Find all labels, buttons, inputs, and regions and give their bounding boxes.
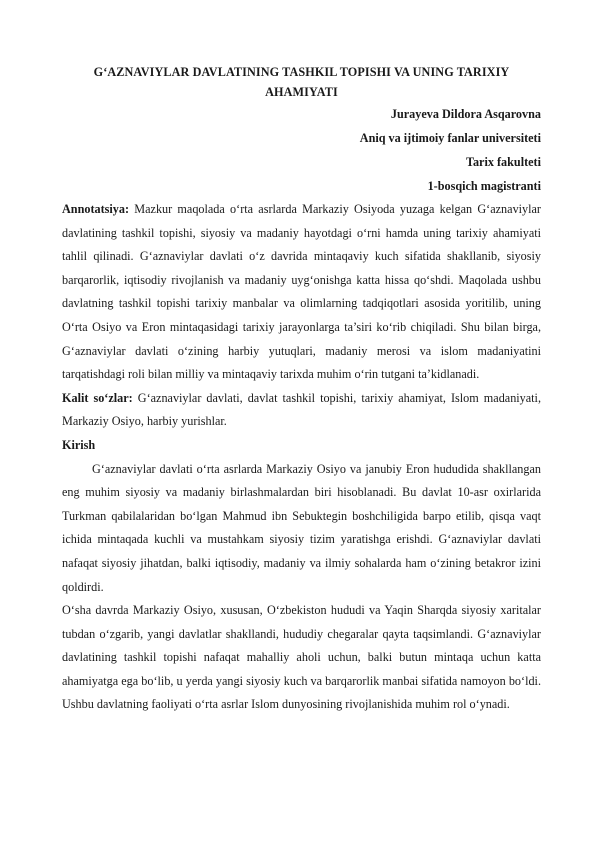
- paper-page: [62, 62, 541, 717]
- author-block: [62, 102, 541, 198]
- annotation-text: Mazkur maqolada o‘rta asrlarda Markaziy Osiyoda yuzaga kelgan G‘aznaviylar davlatining tashkil topishi, siyosiy va madaniy hayotdagi o‘rni hamda uning tarixiy ahamiyati tahlil qilinadi. G‘aznaviylar davlati o‘z davrida mintaqaviy kuch sifatida shakllanib, siyosiy barqarorlik, iqtisodiy rivojlanish va madaniy uyg‘onishga katta hissa qo‘shdi. Maqolada ushbu davlatning tashkil topishi tarixiy manbalar va olimlarning tadqiqotlari asosida yoritilib, uning O‘rta Osiyo va Eron mintaqasidagi tarixiy jarayonlarga ta’siri ko‘rib chiqiladi. Shu bilan birga, G‘aznaviylar davlati o‘zining harbiy yutuqlari, madaniy merosi va islom madaniyatini tarqatishdagi roli bilan milliy va mintaqaviy tarixda muhim o‘rin tutgani ta’kidlanadi.: [62, 202, 541, 382]
- paper-title: G‘AZNAVIYLAR DAVLATINING TASHKIL TOPISHI VA UNING TARIXIY AHAMIYATI: [93, 65, 510, 99]
- author-level: 1-bosqich magistranti: [427, 179, 541, 193]
- annotation-label: Annotatsiya:: [62, 202, 130, 216]
- keywords-text: G‘aznaviylar davlati, davlat tashkil topishi, tarixiy ahamiyat, Islom madaniyati, Markaziy Osiyo, harbiy yurishlar.: [62, 390, 541, 429]
- keywords-label: Kalit so‘zlar:: [62, 390, 133, 405]
- author-university: Aniq va ijtimoiy fanlar universiteti: [359, 131, 541, 145]
- author-name: Jurayeva Dildora Asqarovna: [390, 107, 541, 121]
- keywords-paragraph: [62, 387, 541, 434]
- annotation-paragraph: [62, 198, 541, 387]
- author-faculty: Tarix fakulteti: [465, 155, 541, 169]
- intro-paragraph-1: G‘aznaviylar davlati o‘rta asrlarda Markaziy Osiyo va janubiy Eron hududida shakllangan eng muhim siyosiy va madaniy birlashmalardan biri hisoblanadi. Bu davlat 10-asr oxirlarida Turkman qabilalaridan bo‘lgan Mahmud ibn Sebuktegin boshchiligida barpo etilib, qisqa vaqt ichida mintaqada kuchli va mustahkam siyosiy tizim yaratishga erishdi. G‘aznaviylar davlati nafaqat siyosiy jihatdan, balki iqtisodiy, madaniy va ilmiy sohalarda ham o‘zining betakror izini qoldirdi.: [62, 461, 541, 594]
- intro-heading: Kirish: [62, 437, 96, 452]
- intro-paragraph-2: O‘sha davrda Markaziy Osiyo, xususan, O‘zbekiston hududi va Yaqin Sharqda siyosiy xaritalar tubdan o‘zgarib, yangi davlatlar shakllandi, hududiy chegaralar qayta taqsimlandi. G‘aznaviylar davlatining tashkil topishi nafaqat mahalliy aholi uchun, balki butun mintaqa uchun katta ahamiyatga ega bo‘lib, u yerda yangi siyosiy kuch va barqarorlik manbai sifatida namoyon bo‘ldi. Ushbu davlatning faoliyati o‘rta asrlar Islom dunyosining rivojlanishida muhim rol o‘ynadi.: [62, 603, 541, 712]
